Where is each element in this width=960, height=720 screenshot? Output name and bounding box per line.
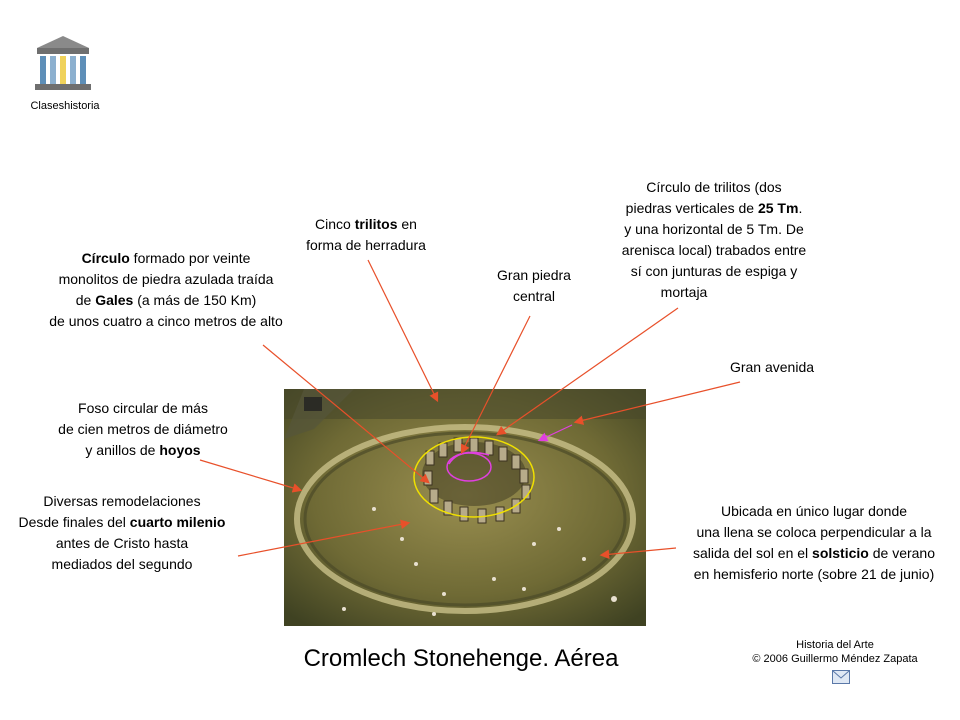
footer-credits [730,638,940,666]
label-text: arenisca local) trabados entre [621,242,807,258]
label-foso [38,398,248,461]
logo-caption: Claseshistoria [30,100,100,112]
label-text: Círculo de trilitos (dos [646,179,782,195]
label-text: y una horizontal de 5 Tm. De [624,221,804,237]
footer-line-2: © 2006 Guillermo Méndez Zapata [752,653,918,665]
label-bold: solsticio [812,545,869,561]
label-text: y anillos de [85,442,160,458]
label-text: Cinco [315,216,355,232]
label-text: . [798,200,803,216]
label-text: de cien metros de diámetro [58,421,228,437]
label-text: central [512,288,556,304]
label-text: Diversas remodelaciones [43,493,201,509]
label-bold: 25 Tm [757,200,799,216]
label-circulo-monolitos [26,248,306,332]
label-bold: hoyos [159,442,201,458]
label-text: Ubicada en único lugar donde [720,503,908,519]
label-bold: Gales [95,292,134,308]
label-ubicada [670,501,958,585]
label-text: Desde finales del [18,514,130,530]
label-text: monolitos de piedra azulada traída [58,271,274,287]
arrow-trilitos-herradura [368,260,437,400]
label-text: de [75,292,96,308]
stonehenge-aerial-photo [284,389,646,626]
label-text: piedras verticales de [625,200,758,216]
label-text: en [397,216,417,232]
label-text: Gran piedra [497,267,571,283]
label-text: salida del sol en el [692,545,813,561]
label-text: mortaja [660,284,708,300]
label-text: sí con junturas de espiga y [630,263,798,279]
label-text: forma de herradura [306,237,426,253]
label-trilitos-herradura [286,214,446,256]
label-text: una llena se coloca perpendicular a la [696,524,932,540]
label-text: de unos cuatro a cinco metros de alto [49,313,283,329]
slide-title: Cromlech Stonehenge. Aérea [303,645,619,672]
label-text: Foso circular de más [78,400,208,416]
label-bold: trilitos [354,216,398,232]
label-text: de verano [868,545,936,561]
footer-line-1: Historia del Arte [796,639,874,651]
label-text: mediados del segundo [51,556,193,572]
temple-icon [33,34,93,94]
label-bold: Círculo [81,250,130,266]
label-text: (a más de 150 Km) [133,292,257,308]
label-text: antes de Cristo hasta [55,535,189,551]
label-text: Gran avenida [729,359,815,375]
label-gran-avenida [712,357,832,378]
label-gran-piedra [478,265,590,307]
label-remodelaciones [2,491,242,575]
envelope-icon[interactable] [832,670,850,684]
label-text: en hemisferio norte (sobre 21 de junio) [693,566,935,582]
label-bold: cuarto milenio [129,514,226,530]
label-circulo-trilitos [600,177,828,303]
label-text: formado por veinte [129,250,251,266]
